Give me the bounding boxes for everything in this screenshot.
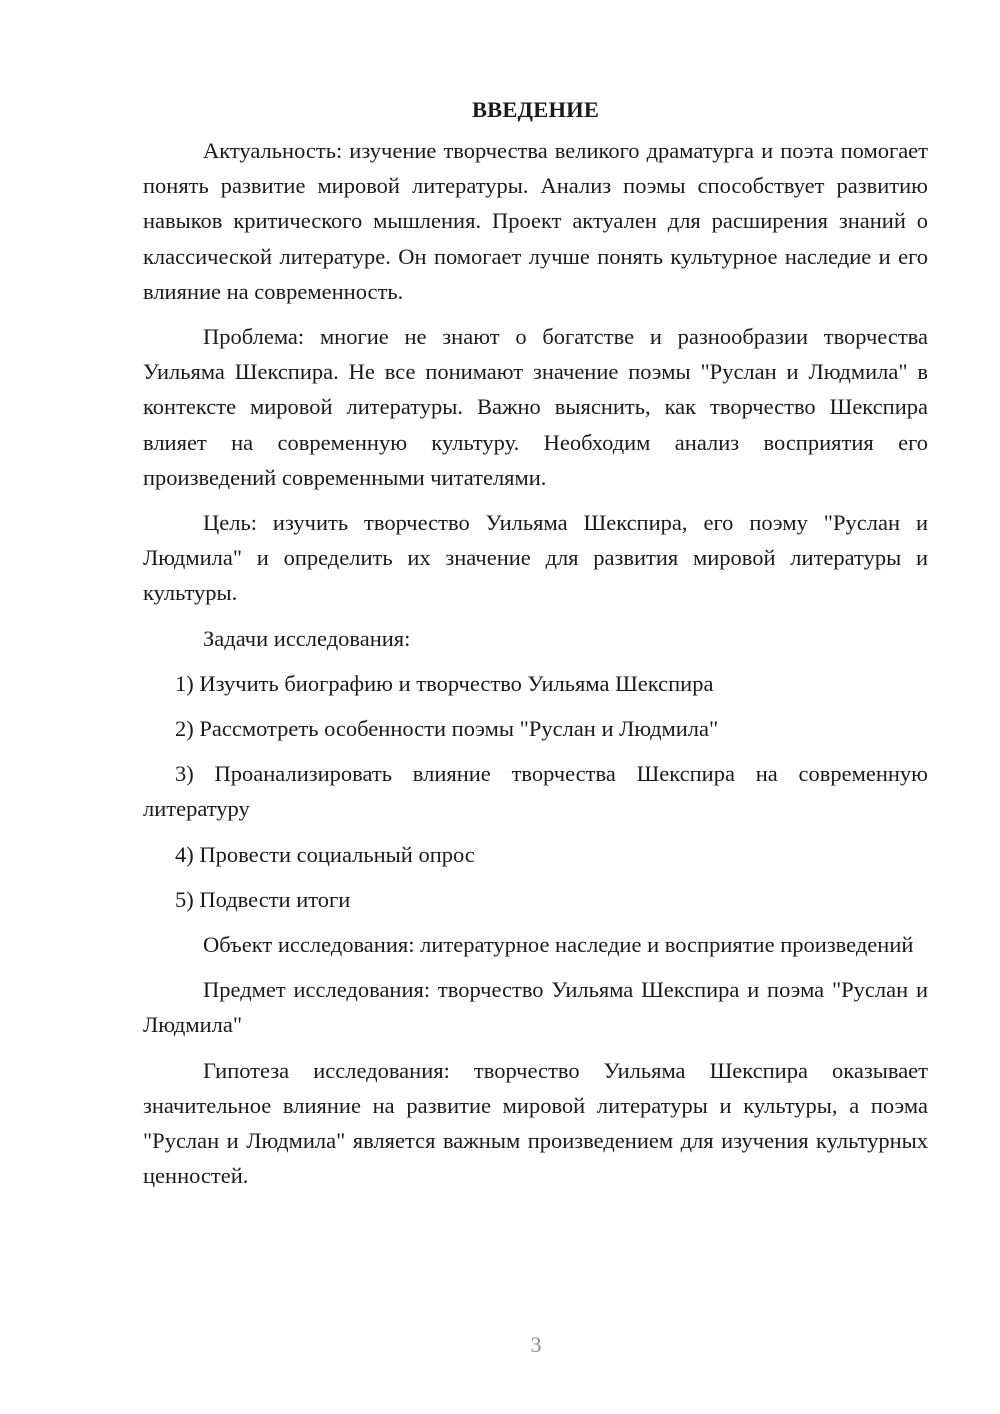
tasks-heading: Задачи исследования: bbox=[203, 625, 411, 651]
document-title: ВВЕДЕНИЕ bbox=[471, 97, 600, 122]
paragraph-hypothesis: Гипотеза исследования: творчество Уильяма Шекспира оказывает значительное влияние на развитие мировой литературы и культуры, а поэма "Руслан и Людмила" является важным произведением для изучения культурных ценностей. bbox=[143, 1057, 928, 1189]
page-number: 3 bbox=[530, 1332, 542, 1357]
task-item-2: 2) Рассмотреть особенности поэмы "Руслан и Людмила" bbox=[175, 716, 719, 742]
paragraph-problem: Проблема: многие не знают о богатстве и разнообразии творчества Уильяма Шекспира. Не все понимают значение поэмы "Руслан и Людмила" в контексте мировой литературы. Важно выяснить, как творчество Шекспира влияет на современную культуру. Необходим анализ восприятия его произведений современными читателями. bbox=[143, 324, 928, 490]
paragraph-goal: Цель: изучить творчество Уильяма Шекспира, его поэму "Руслан и Людмила" и определить их значение для развития мировой литературы и культуры. bbox=[143, 510, 928, 606]
paragraph-relevance: Актуальность: изучение творчества великого драматурга и поэта помогает понять развитие мировой литературы. Анализ поэмы способствует развитию навыков критического мышления. Проект актуален для расширения знаний о классической литературе. Он помогает лучше понять культурное наследие и его влияние на современность. bbox=[143, 138, 928, 304]
task-item-5: 5) Подвести итоги bbox=[175, 886, 351, 912]
task-item-1: 1) Изучить биографию и творчество Уильяма Шекспира bbox=[175, 670, 714, 696]
paragraph-subject: Предмет исследования: творчество Уильяма Шекспира и поэма "Руслан и Людмила" bbox=[143, 977, 928, 1038]
document-page bbox=[143, 92, 928, 1203]
paragraph-object: Объект исследования: литературное наследие и восприятие произведений bbox=[203, 932, 914, 958]
task-item-4: 4) Провести социальный опрос bbox=[175, 841, 475, 867]
task-item-3: 3) Проанализировать влияние творчества Шекспира на современную литературу bbox=[143, 761, 928, 822]
